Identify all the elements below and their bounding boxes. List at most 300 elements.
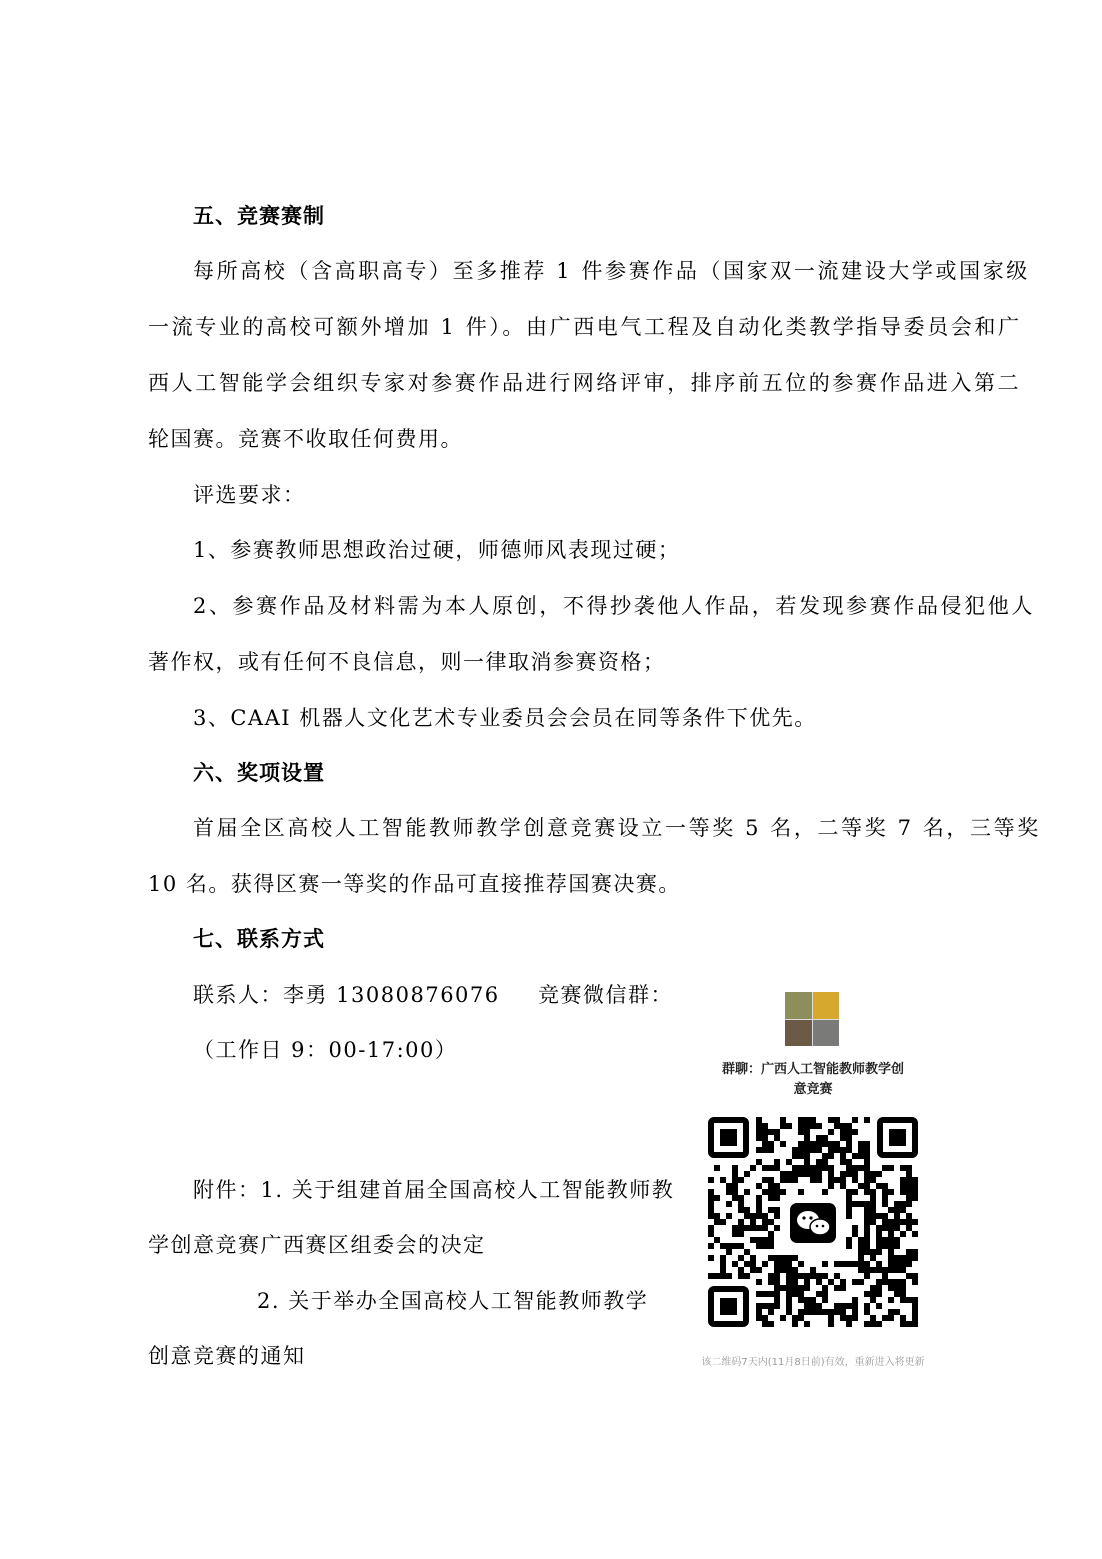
qr-module	[882, 1237, 888, 1243]
qr-module	[726, 1201, 732, 1207]
qr-module	[834, 1147, 840, 1153]
qr-module	[798, 1315, 804, 1321]
qr-module	[870, 1285, 876, 1291]
qr-module	[876, 1291, 882, 1297]
qr-module	[882, 1273, 888, 1279]
qr-module	[864, 1147, 870, 1153]
qr-module	[912, 1309, 918, 1315]
qr-module	[780, 1261, 786, 1267]
qr-module	[762, 1177, 768, 1183]
section-heading-contact: 七、联系方式	[193, 927, 325, 951]
qr-module	[864, 1219, 870, 1225]
qr-module	[726, 1213, 732, 1219]
qr-module	[888, 1243, 894, 1249]
qr-module	[762, 1237, 768, 1243]
qr-module	[738, 1201, 744, 1207]
qr-module	[804, 1297, 810, 1303]
qr-module	[822, 1135, 828, 1141]
qr-module	[840, 1315, 846, 1321]
qr-module	[732, 1243, 738, 1249]
qr-module	[804, 1123, 810, 1129]
qr-module	[840, 1279, 846, 1285]
qr-module	[720, 1177, 726, 1183]
qr-module	[786, 1279, 792, 1285]
qr-module	[732, 1183, 738, 1189]
qr-module	[714, 1273, 720, 1279]
qr-module	[840, 1159, 846, 1165]
qr-module	[762, 1291, 768, 1297]
qr-module	[822, 1189, 828, 1195]
qr-module	[840, 1135, 846, 1141]
qr-module	[768, 1147, 774, 1153]
paragraph-line: 10 名。获得区赛一等奖的作品可直接推荐国赛决赛。	[148, 872, 681, 896]
qr-module	[798, 1273, 804, 1279]
working-hours: （工作日 9：00-17:00）	[193, 1038, 458, 1062]
qr-module	[912, 1189, 918, 1195]
qr-module	[846, 1141, 852, 1147]
qr-module	[756, 1225, 762, 1231]
qr-module	[828, 1165, 834, 1171]
qr-module	[798, 1189, 804, 1195]
qr-module	[804, 1165, 810, 1171]
qr-module	[810, 1123, 816, 1129]
qr-module	[876, 1249, 882, 1255]
qr-module	[780, 1267, 786, 1273]
qr-module	[756, 1291, 762, 1297]
qr-module	[708, 1225, 714, 1231]
qr-module	[894, 1255, 900, 1261]
paragraph-line: 西人工智能学会组织专家对参赛作品进行网络评审，排序前五位的参赛作品进入第二	[148, 371, 1022, 395]
qr-module	[858, 1243, 864, 1249]
qr-module	[744, 1249, 750, 1255]
qr-module	[888, 1231, 894, 1237]
qr-module	[912, 1255, 918, 1261]
qr-module	[750, 1255, 756, 1261]
qr-module	[822, 1141, 828, 1147]
qr-module	[786, 1303, 792, 1309]
requirement-item-3: 3、CAAI 机器人文化艺术专业委员会会员在同等条件下优先。	[193, 706, 817, 730]
qr-module	[840, 1309, 846, 1315]
qr-module	[792, 1279, 798, 1285]
qr-module	[900, 1279, 906, 1285]
qr-module	[882, 1243, 888, 1249]
qr-module	[840, 1123, 846, 1129]
qr-module	[858, 1165, 864, 1171]
qr-module	[858, 1261, 864, 1267]
qr-module	[738, 1267, 744, 1273]
qr-module	[912, 1231, 918, 1237]
qr-module	[732, 1171, 738, 1177]
qr-module	[732, 1225, 738, 1231]
qr-module	[762, 1243, 768, 1249]
qr-module	[870, 1249, 876, 1255]
qr-module	[846, 1165, 852, 1171]
qr-module	[810, 1147, 816, 1153]
qr-module	[834, 1123, 840, 1129]
qr-module	[714, 1237, 720, 1243]
qr-module	[708, 1231, 714, 1237]
qr-module	[714, 1213, 720, 1219]
qr-module	[732, 1189, 738, 1195]
qr-module	[762, 1135, 768, 1141]
qr-module	[786, 1285, 792, 1291]
qr-module	[804, 1309, 810, 1315]
attachment-2: 2. 关于举办全国高校人工智能教师教学	[257, 1289, 649, 1313]
qr-module	[870, 1177, 876, 1183]
qr-module	[900, 1207, 906, 1213]
qr-module	[780, 1141, 786, 1147]
qr-module	[810, 1177, 816, 1183]
qr-module	[756, 1147, 762, 1153]
qr-module	[816, 1141, 822, 1147]
qr-module	[732, 1231, 738, 1237]
qr-module	[900, 1165, 906, 1171]
qr-module	[834, 1141, 840, 1147]
qr-module	[750, 1267, 756, 1273]
qr-module	[858, 1141, 864, 1147]
qr-module	[870, 1291, 876, 1297]
qr-module	[888, 1309, 894, 1315]
qr-module	[858, 1201, 864, 1207]
qr-module	[768, 1255, 774, 1261]
qr-module	[852, 1153, 858, 1159]
qr-module	[858, 1249, 864, 1255]
qr-module	[846, 1147, 852, 1153]
qr-module	[756, 1315, 762, 1321]
qr-module	[828, 1321, 834, 1327]
qr-module	[870, 1171, 876, 1177]
qr-module	[816, 1165, 822, 1171]
qr-module	[876, 1279, 882, 1285]
qr-module	[912, 1273, 918, 1279]
qr-module	[792, 1321, 798, 1327]
qr-module	[804, 1171, 810, 1177]
qr-module	[894, 1285, 900, 1291]
qr-module	[792, 1177, 798, 1183]
qr-module	[900, 1219, 906, 1225]
qr-module	[906, 1189, 912, 1195]
qr-module	[882, 1267, 888, 1273]
qr-module	[828, 1315, 834, 1321]
qr-module	[852, 1261, 858, 1267]
qr-module	[840, 1261, 846, 1267]
qr-module	[798, 1165, 804, 1171]
qr-module	[720, 1255, 726, 1261]
qr-module	[804, 1153, 810, 1159]
qr-module	[714, 1195, 720, 1201]
qr-module	[792, 1147, 798, 1153]
qr-module	[708, 1255, 714, 1261]
qr-module	[900, 1291, 906, 1297]
qr-module	[768, 1219, 774, 1225]
qr-module	[768, 1183, 774, 1189]
qr-module	[822, 1159, 828, 1165]
qr-module	[774, 1279, 780, 1285]
qr-module	[882, 1315, 888, 1321]
qr-module	[888, 1219, 894, 1225]
qr-module	[768, 1291, 774, 1297]
qr-module	[840, 1177, 846, 1183]
qr-module	[876, 1243, 882, 1249]
qr-module	[768, 1243, 774, 1249]
qr-module	[822, 1309, 828, 1315]
qr-module	[786, 1177, 792, 1183]
qr-module	[846, 1321, 852, 1327]
qr-module	[846, 1303, 852, 1309]
qr-module	[864, 1321, 870, 1327]
qr-module	[828, 1279, 834, 1285]
qr-module	[810, 1267, 816, 1273]
qr-module	[798, 1291, 804, 1297]
qr-module	[864, 1183, 870, 1189]
contact-person: 联系人：李勇 13080876076	[193, 983, 500, 1007]
qr-module	[876, 1183, 882, 1189]
qr-module	[768, 1303, 774, 1309]
qr-module	[804, 1321, 810, 1327]
qr-module	[882, 1195, 888, 1201]
qr-module	[810, 1297, 816, 1303]
qr-module	[756, 1213, 762, 1219]
qr-module	[906, 1213, 912, 1219]
qr-module	[720, 1243, 726, 1249]
qr-module	[858, 1255, 864, 1261]
group-name-line: 群聊：广西人工智能教师教学创	[721, 1062, 904, 1077]
qr-module	[786, 1297, 792, 1303]
qr-code[interactable]	[708, 1117, 918, 1327]
qr-module	[870, 1213, 876, 1219]
wechat-group-qr-card	[690, 985, 936, 1375]
qr-module	[906, 1165, 912, 1171]
qr-module	[762, 1261, 768, 1267]
qr-module	[786, 1309, 792, 1315]
qr-module	[756, 1303, 762, 1309]
qr-module	[828, 1153, 834, 1159]
qr-module	[876, 1303, 882, 1309]
qr-module	[768, 1279, 774, 1285]
qr-module	[834, 1273, 840, 1279]
qr-module	[762, 1147, 768, 1153]
qr-module	[768, 1177, 774, 1183]
qr-module	[870, 1219, 876, 1225]
qr-module	[708, 1213, 714, 1219]
requirements-title: 评选要求：	[193, 483, 306, 507]
qr-module	[852, 1171, 858, 1177]
qr-module	[774, 1291, 780, 1297]
qr-module	[732, 1177, 738, 1183]
qr-module	[762, 1303, 768, 1309]
qr-module	[864, 1201, 870, 1207]
qr-module	[816, 1177, 822, 1183]
qr-module	[846, 1189, 852, 1195]
qr-module	[870, 1297, 876, 1303]
qr-module	[744, 1207, 750, 1213]
qr-module	[822, 1291, 828, 1297]
qr-module	[876, 1225, 882, 1231]
paragraph-line: 每所高校（含高职高专）至多推荐 1 件参赛作品（国家双一流建设大学或国家级	[193, 259, 1030, 283]
qr-module	[882, 1279, 888, 1285]
qr-module	[822, 1297, 828, 1303]
qr-module	[864, 1141, 870, 1147]
qr-module	[786, 1171, 792, 1177]
qr-module	[816, 1171, 822, 1177]
qr-module	[858, 1153, 864, 1159]
qr-module	[750, 1213, 756, 1219]
qr-module	[774, 1255, 780, 1261]
qr-module	[846, 1171, 852, 1177]
qr-module	[846, 1201, 852, 1207]
qr-module	[888, 1237, 894, 1243]
qr-validity-note: 该二维码7天内(11月8日前)有效，重新进入将更新	[701, 1357, 925, 1368]
qr-module	[828, 1117, 834, 1123]
qr-module	[804, 1141, 810, 1147]
qr-module	[894, 1207, 900, 1213]
qr-module	[864, 1309, 870, 1315]
qr-module	[774, 1225, 780, 1231]
qr-module	[882, 1213, 888, 1219]
qr-module	[882, 1201, 888, 1207]
qr-module	[780, 1255, 786, 1261]
qr-module	[912, 1315, 918, 1321]
qr-module	[894, 1201, 900, 1207]
qr-module	[816, 1291, 822, 1297]
qr-module	[864, 1207, 870, 1213]
qr-module	[810, 1309, 816, 1315]
qr-module	[792, 1273, 798, 1279]
qr-module	[912, 1249, 918, 1255]
qr-module	[888, 1267, 894, 1273]
qr-module	[726, 1249, 732, 1255]
qr-module	[792, 1171, 798, 1177]
paragraph-line: 一流专业的高校可额外增加 1 件）。由广西电气工程及自动化类教学指导委员会和广	[148, 315, 1022, 339]
qr-module	[888, 1207, 894, 1213]
qr-module	[900, 1261, 906, 1267]
qr-module	[756, 1207, 762, 1213]
qr-module	[816, 1309, 822, 1315]
qr-module	[846, 1129, 852, 1135]
qr-module	[846, 1135, 852, 1141]
qr-module	[894, 1219, 900, 1225]
qr-module	[864, 1165, 870, 1171]
qr-module	[840, 1285, 846, 1291]
qr-module	[900, 1183, 906, 1189]
qr-module	[864, 1243, 870, 1249]
attachment-1: 附件：1. 关于组建首届全国高校人工智能教师教	[193, 1178, 675, 1202]
qr-module	[804, 1117, 810, 1123]
qr-module	[912, 1303, 918, 1309]
qr-module	[756, 1237, 762, 1243]
qr-module	[858, 1267, 864, 1273]
qr-module	[858, 1279, 864, 1285]
qr-module	[762, 1165, 768, 1171]
section-heading-competition-format: 五、竞赛赛制	[193, 204, 325, 228]
qr-module	[768, 1273, 774, 1279]
qr-module	[708, 1195, 714, 1201]
qr-module	[774, 1183, 780, 1189]
paragraph-line: 首届全区高校人工智能教师教学创意竞赛设立一等奖 5 名，二等奖 7 名，三等奖	[193, 816, 1041, 840]
qr-module	[738, 1231, 744, 1237]
qr-module	[774, 1261, 780, 1267]
qr-module	[786, 1255, 792, 1261]
qr-module	[726, 1243, 732, 1249]
qr-module	[870, 1267, 876, 1273]
qr-module	[852, 1117, 858, 1123]
qr-module	[870, 1207, 876, 1213]
qr-module	[894, 1225, 900, 1231]
qr-module	[876, 1213, 882, 1219]
qr-module	[804, 1285, 810, 1291]
qr-module	[750, 1237, 756, 1243]
qr-module	[768, 1321, 774, 1327]
qr-module	[858, 1147, 864, 1153]
qr-module	[870, 1255, 876, 1261]
qr-module	[834, 1285, 840, 1291]
qr-module	[828, 1147, 834, 1153]
qr-module	[726, 1189, 732, 1195]
qr-module	[708, 1273, 714, 1279]
qr-module	[816, 1123, 822, 1129]
qr-module	[894, 1309, 900, 1315]
qr-module	[768, 1141, 774, 1147]
qr-module	[888, 1297, 894, 1303]
qr-module	[738, 1219, 744, 1225]
qr-module	[864, 1267, 870, 1273]
qr-module	[708, 1177, 714, 1183]
qr-module	[864, 1171, 870, 1177]
qr-module	[876, 1237, 882, 1243]
qr-module	[876, 1321, 882, 1327]
qr-module	[798, 1117, 804, 1123]
qr-module	[900, 1177, 906, 1183]
qr-module	[774, 1213, 780, 1219]
qr-module	[846, 1159, 852, 1165]
qr-module	[798, 1309, 804, 1315]
qr-module	[864, 1177, 870, 1183]
qr-module	[762, 1219, 768, 1225]
qr-module	[870, 1189, 876, 1195]
qr-module	[750, 1165, 756, 1171]
qr-module	[822, 1261, 828, 1267]
qr-module	[774, 1165, 780, 1171]
qr-module	[774, 1159, 780, 1165]
qr-module	[756, 1123, 762, 1129]
qr-module	[714, 1165, 720, 1171]
qr-module	[864, 1153, 870, 1159]
qr-module	[846, 1315, 852, 1321]
qr-module	[762, 1141, 768, 1147]
qr-module	[882, 1165, 888, 1171]
qr-module	[708, 1243, 714, 1249]
group-avatar	[785, 992, 839, 1046]
attachment-2-cont: 创意竞赛的通知	[148, 1344, 306, 1368]
qr-module	[900, 1297, 906, 1303]
qr-module	[750, 1261, 756, 1267]
qr-module	[906, 1297, 912, 1303]
qr-module	[834, 1309, 840, 1315]
qr-module	[822, 1273, 828, 1279]
requirement-item-1: 1、参赛教师思想政治过硬，师德师风表现过硬；	[193, 538, 681, 562]
qr-module	[840, 1147, 846, 1153]
qr-module	[804, 1303, 810, 1309]
qr-module	[894, 1267, 900, 1273]
qr-module	[774, 1135, 780, 1141]
qr-module	[780, 1117, 786, 1123]
qr-module	[888, 1255, 894, 1261]
qr-module	[768, 1129, 774, 1135]
qr-module	[816, 1273, 822, 1279]
qr-module	[846, 1261, 852, 1267]
qr-module	[852, 1309, 858, 1315]
qr-module	[864, 1237, 870, 1243]
